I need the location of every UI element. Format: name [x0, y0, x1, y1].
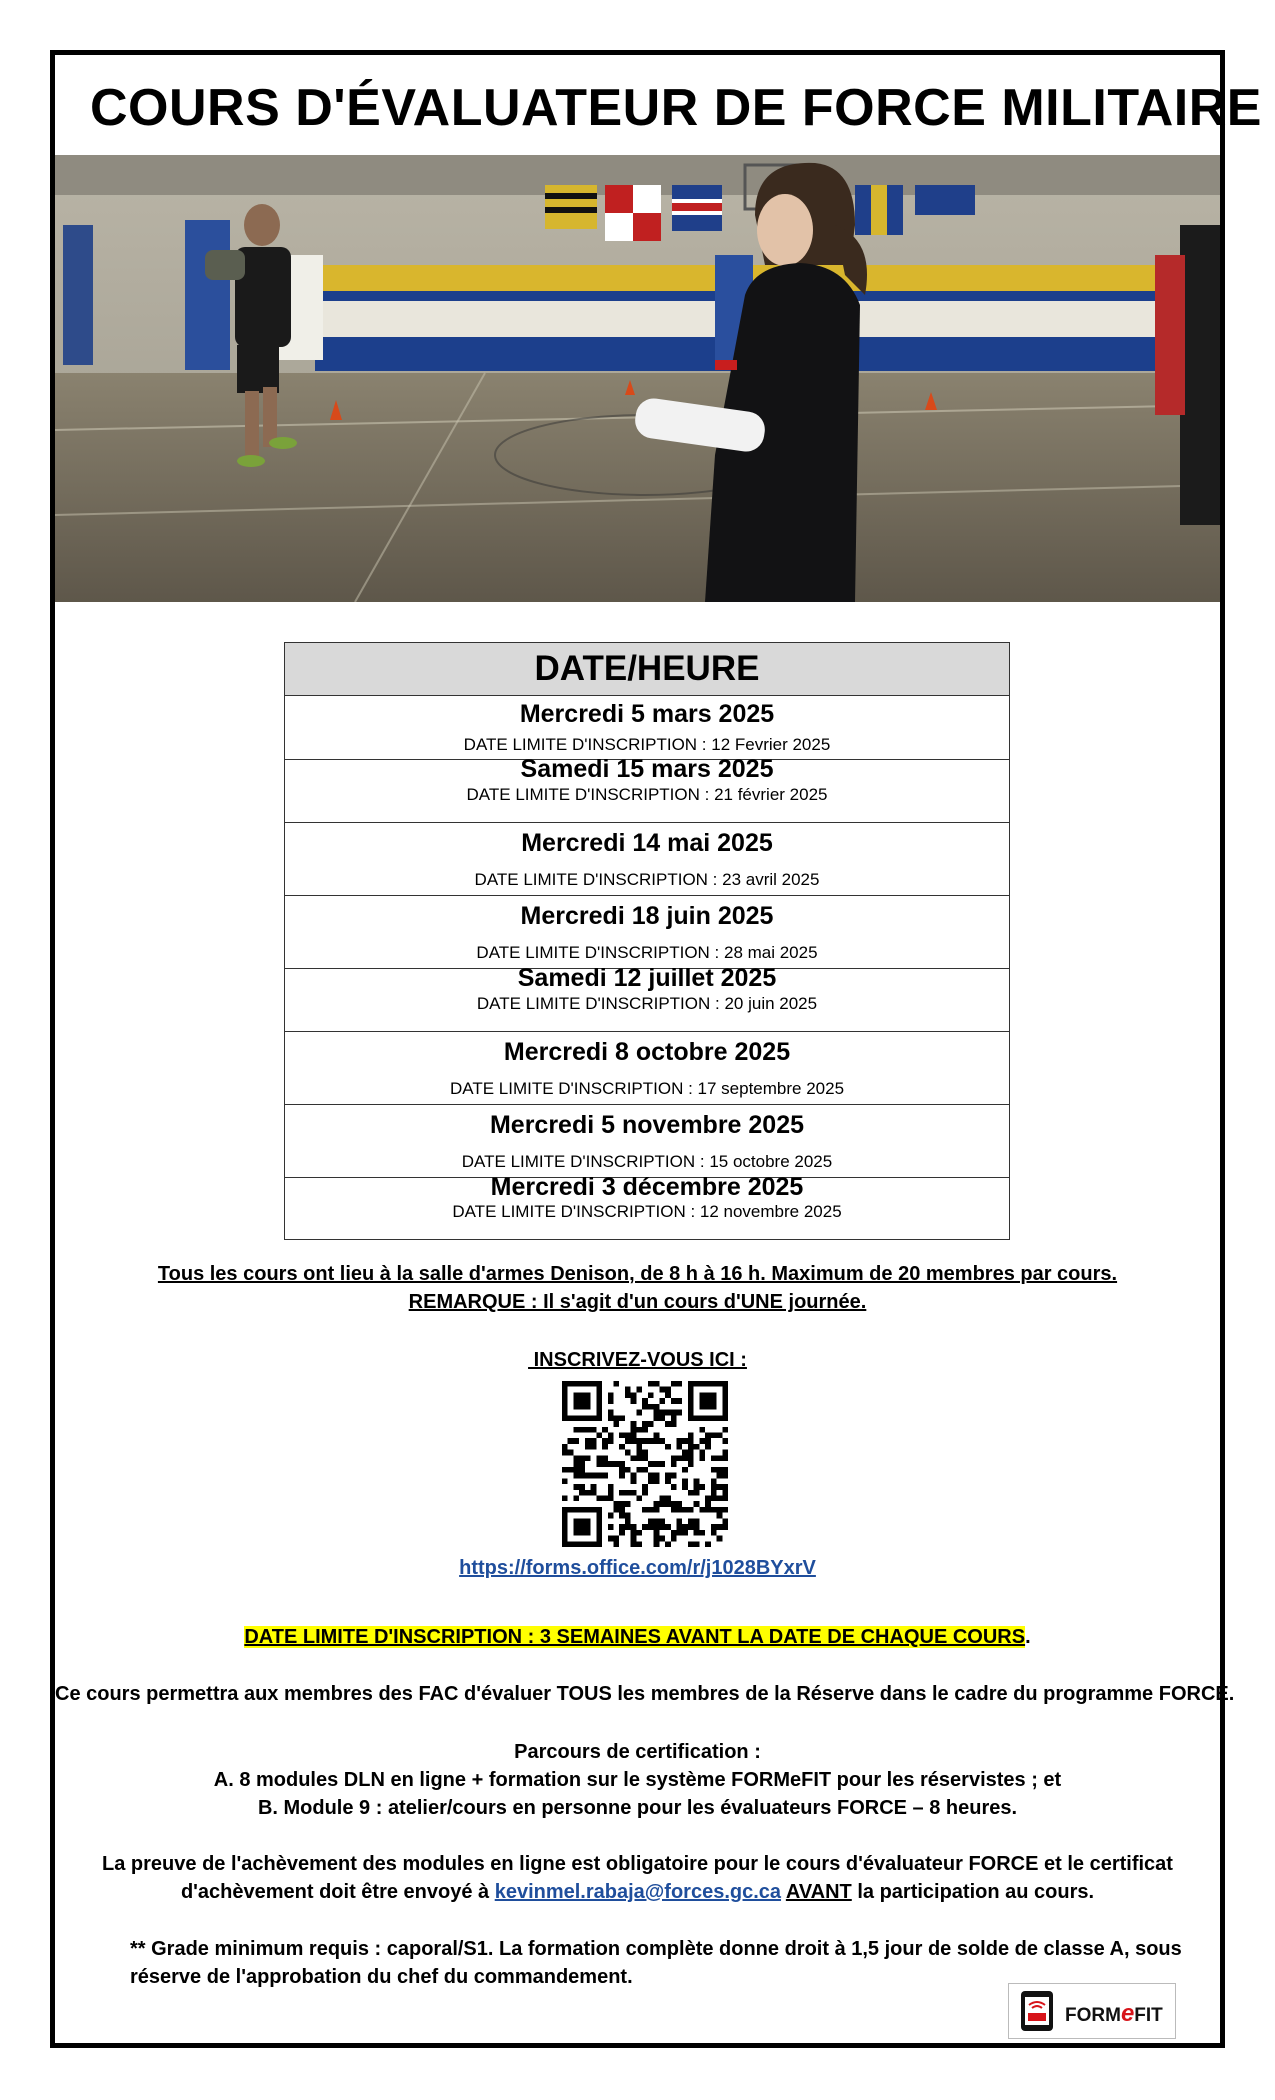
schedule-table: [284, 642, 1010, 1240]
schedule-row: [285, 755, 1009, 823]
course-date: Samedi 12 juillet 2025: [517, 964, 777, 992]
registration-qr-code[interactable]: [562, 1381, 728, 1547]
schedule-header: DATE/HEURE: [285, 643, 1009, 696]
course-date: Mercredi 14 mai 2025: [521, 829, 773, 857]
schedule-row: [285, 1105, 1009, 1178]
tablet-icon: [1015, 1989, 1059, 2033]
course-date: Mercredi 5 novembre 2025: [489, 1111, 805, 1139]
grade-line-2: réserve de l'approbation du chef du commandement.: [130, 1966, 633, 1988]
course-date: Mercredi 5 mars 2025: [519, 700, 775, 728]
course-date: Mercredi 8 octobre 2025: [503, 1038, 791, 1066]
proof-prefix: d'achèvement doit être envoyé à: [180, 1881, 495, 1903]
grade-line-1: ** Grade minimum requis : caporal/S1. La formation complète donne droit à 1,5 jour de solde de classe A, sous: [130, 1938, 1182, 1960]
proof-suffix: la participation au cours.: [851, 1881, 1095, 1903]
location-note: Tous les cours ont lieu à la salle d'armes Denison, de 8 h à 16 h. Maximum de 20 membres par cours.: [157, 1263, 1118, 1285]
proof-line-2: [55, 1881, 1220, 1904]
registration-deadline: DATE LIMITE D'INSCRIPTION : 23 avril 2025: [474, 870, 820, 889]
formefit-logo: [1008, 1983, 1176, 2039]
deadline-period: .: [1025, 1626, 1031, 1648]
schedule-row: [285, 823, 1009, 896]
deadline-note: DATE LIMITE D'INSCRIPTION : 3 SEMAINES AVANT LA DATE DE CHAQUE COURS: [244, 1626, 1026, 1648]
course-date: Samedi 15 mars 2025: [520, 755, 774, 783]
certification-item-a: A. 8 modules DLN en ligne + formation sur le système FORMeFIT pour les réservistes ; et: [213, 1769, 1062, 1791]
schedule-row: [285, 964, 1009, 1032]
logo-text: FORMeFIT: [1065, 2000, 1163, 2027]
registration-link-wrap: [55, 1557, 1220, 1580]
register-heading: INSCRIVEZ-VOUS ICI :: [528, 1349, 747, 1371]
contact-email-link[interactable]: kevinmel.rabaja@forces.gc.ca: [494, 1881, 782, 1903]
registration-link[interactable]: https://forms.office.com/r/j1028BYxrV: [459, 1557, 816, 1579]
schedule-row: [285, 1173, 1009, 1239]
registration-deadline: DATE LIMITE D'INSCRIPTION : 12 novembre 2025: [452, 1202, 842, 1221]
purpose-note: Ce cours permettra aux membres des FAC d'évaluer TOUS les membres de la Réserve dans le cadre du programme FORCE.: [55, 1683, 1235, 1705]
hero-photo: [55, 155, 1220, 602]
registration-deadline: DATE LIMITE D'INSCRIPTION : 17 septembre 2025: [449, 1079, 845, 1098]
schedule-row: [285, 896, 1009, 969]
certification-item-b: B. Module 9 : atelier/cours en personne pour les évaluateurs FORCE – 8 heures.: [257, 1797, 1018, 1819]
course-date: Mercredi 3 décembre 2025: [490, 1173, 804, 1201]
registration-deadline: DATE LIMITE D'INSCRIPTION : 21 février 2025: [466, 785, 828, 804]
registration-deadline: DATE LIMITE D'INSCRIPTION : 20 juin 2025: [476, 994, 818, 1013]
registration-deadline: DATE LIMITE D'INSCRIPTION : 15 octobre 2025: [461, 1152, 833, 1171]
course-date: Mercredi 18 juin 2025: [520, 902, 774, 930]
registration-deadline: DATE LIMITE D'INSCRIPTION : 28 mai 2025: [476, 943, 818, 962]
remark-note: REMARQUE : Il s'agit d'un cours d'UNE journée.: [408, 1291, 867, 1313]
proof-line-1: La preuve de l'achèvement des modules en ligne est obligatoire pour le cours d'évaluateur FORCE et le certificat: [102, 1853, 1173, 1875]
certification-title: Parcours de certification :: [514, 1741, 761, 1763]
schedule-row: [285, 1032, 1009, 1105]
page-title: COURS D'ÉVALUATEUR DE FORCE MILITAIRE: [90, 79, 1262, 137]
schedule-row: [285, 696, 1009, 760]
deadline-note-wrap: [55, 1626, 1220, 1649]
proof-avant: AVANT: [785, 1881, 852, 1903]
registration-deadline: DATE LIMITE D'INSCRIPTION : 12 Fevrier 2025: [463, 735, 831, 754]
